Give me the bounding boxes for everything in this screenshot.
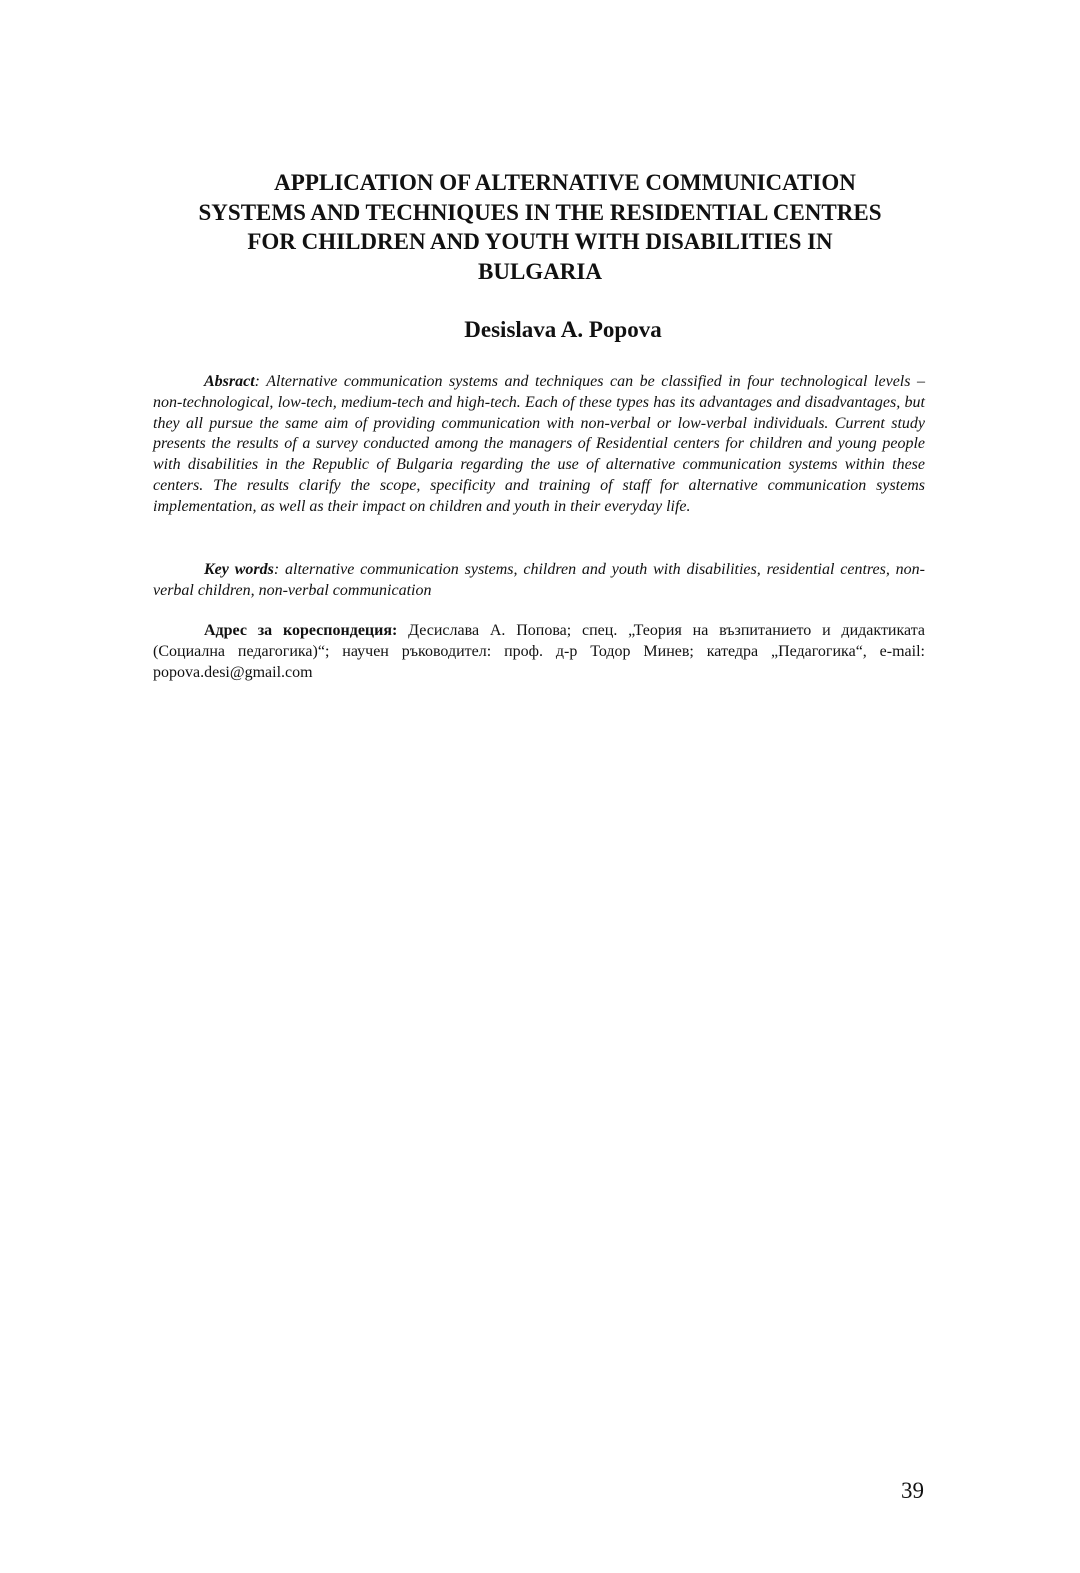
correspondence-label: Адрес за кореспондеция: bbox=[204, 622, 398, 639]
title-line: SYSTEMS AND TECHNIQUES IN THE RESIDENTIAL CENTRES bbox=[198, 199, 882, 225]
page-number: 39 bbox=[901, 1478, 924, 1503]
keywords-text: : alternative communication systems, children and youth with disabilities, residential centres, non-verbal children, non-verbal communication bbox=[153, 561, 926, 599]
keywords-paragraph bbox=[153, 560, 925, 602]
abstract-paragraph bbox=[153, 372, 925, 518]
paper-title bbox=[140, 168, 940, 286]
title-line: FOR CHILDREN AND YOUTH WITH DISABILITIES IN bbox=[247, 229, 833, 254]
abstract-label: Absract bbox=[204, 373, 255, 390]
correspondence-text: Десислава А. Попова; спец. „Теория на възпитанието и дидактиката (Социална педагогика)“; научен ръководител: проф. д-р Тодор Минев; катедра „Педагогика“, e-mail: popova.desi@gmail.com bbox=[153, 622, 926, 681]
abstract-text: : Alternative communication systems and techniques can be classified in four technological levels – non-technological, low-tech, medium-tech and high-tech. Each of these types has its advantages and disadvantages, but they all pursue the same aim of providing communication with non-verbal or low-verbal individuals. Current study presents the results of a survey conducted among the managers of Residential centers for children and young people with disabilities in the Republic of Bulgaria regarding the use of alternative communication systems within these centers. The results clarify the scope, specificity and training of staff for alternative communication systems implementation, as well as their impact on children and youth in their everyday life. bbox=[153, 373, 925, 515]
title-line: APPLICATION OF ALTERNATIVE COMMUNICATION bbox=[274, 170, 856, 195]
title-line: BULGARIA bbox=[478, 258, 602, 284]
keywords-label: Key words bbox=[204, 561, 274, 578]
correspondence-paragraph bbox=[153, 621, 925, 683]
author-name: Desislava A. Popova bbox=[464, 317, 662, 342]
